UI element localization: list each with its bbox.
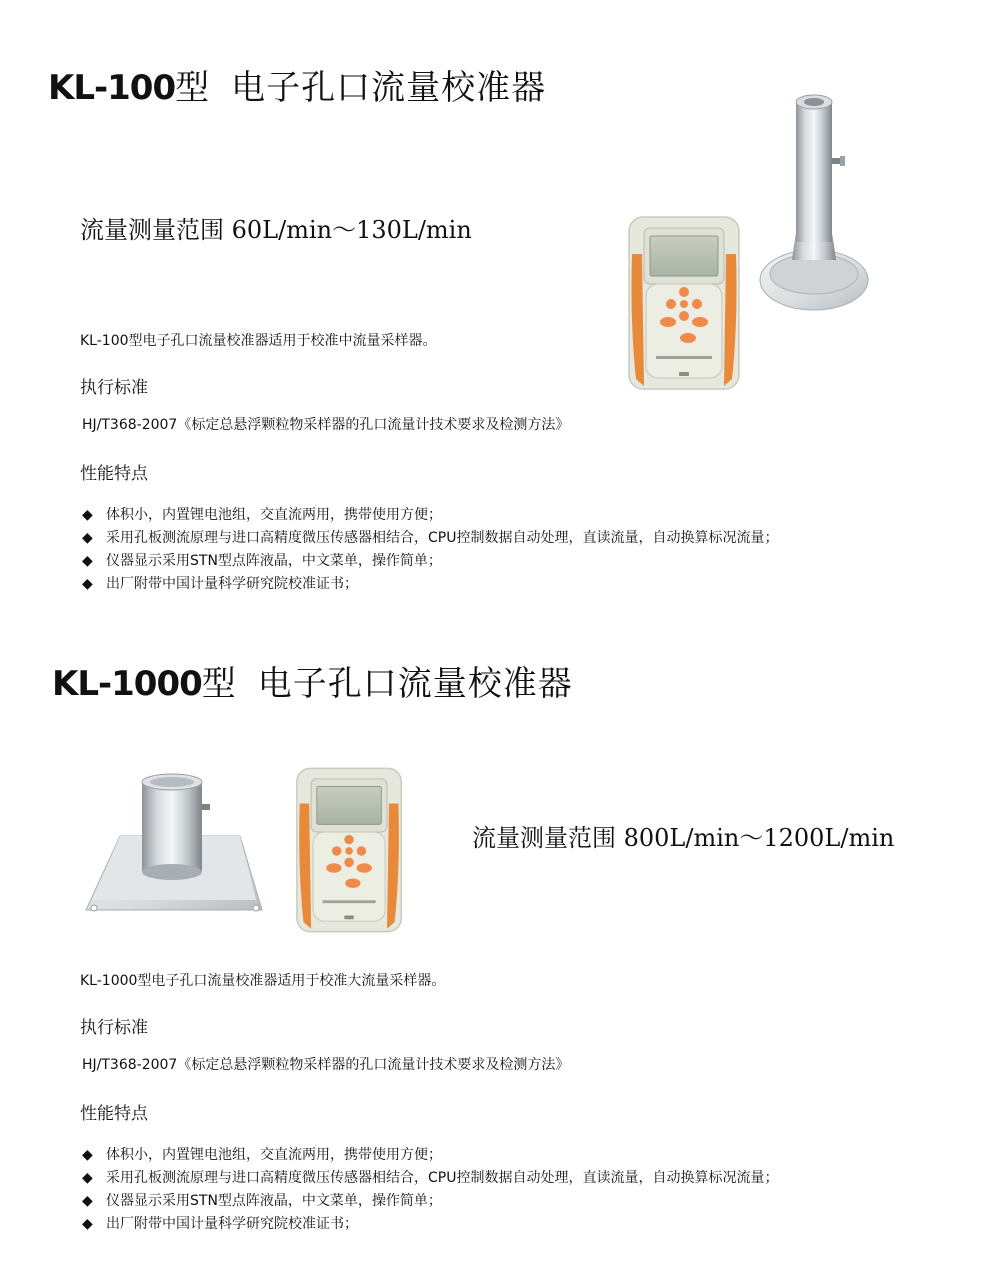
feature-text: 出厂附带中国计量科学研究院校准证书； xyxy=(106,1216,358,1232)
product-2-model: KL-1000 xyxy=(52,664,202,704)
bullet-diamond-icon: ◆ xyxy=(82,1147,93,1163)
feature-text: 采用孔板测流原理与进口高精度微压传感器相结合，CPU控制数据自动处理，直读流量，自动换算标况流量； xyxy=(106,1170,779,1186)
product-1-standard: HJ/T368-2007《标定总悬浮颗粒物采样器的孔口流量计技术要求及检测方法》 xyxy=(82,417,570,433)
product-2-title xyxy=(52,664,573,705)
feature-item xyxy=(82,527,778,550)
bullet-diamond-icon: ◆ xyxy=(82,1170,93,1186)
feature-item xyxy=(82,573,778,596)
product-2-base-plate-image xyxy=(80,770,270,935)
feature-text: 仪器显示采用STN型点阵液晶，中文菜单，操作简单； xyxy=(106,1193,442,1209)
bullet-diamond-icon: ◆ xyxy=(82,1193,93,1209)
product-2-handheld-image xyxy=(294,762,406,938)
feature-item xyxy=(82,1213,778,1236)
product-2-features-list xyxy=(82,1144,778,1236)
product-1-standard-heading: 执行标准 xyxy=(80,378,148,398)
product-2-standard-heading: 执行标准 xyxy=(80,1018,148,1038)
feature-item xyxy=(82,1190,778,1213)
product-2-type-char: 型 xyxy=(201,664,236,704)
feature-item xyxy=(82,550,778,573)
bullet-diamond-icon: ◆ xyxy=(82,576,93,592)
product-1-handheld-image xyxy=(626,214,744,392)
bullet-diamond-icon: ◆ xyxy=(82,507,93,523)
product-2-description: KL-1000型电子孔口流量校准器适用于校准大流量采样器。 xyxy=(80,973,446,989)
feature-text: 仪器显示采用STN型点阵液晶，中文菜单，操作简单； xyxy=(106,553,442,569)
product-1-type-char: 型 xyxy=(175,68,210,108)
product-1-name: 电子孔口流量校准器 xyxy=(231,68,547,108)
product-2-name: 电子孔口流量校准器 xyxy=(257,664,573,704)
feature-text: 出厂附带中国计量科学研究院校准证书； xyxy=(106,576,358,592)
product-2-standard: HJ/T368-2007《标定总悬浮颗粒物采样器的孔口流量计技术要求及检测方法》 xyxy=(82,1057,570,1073)
product-1-cylinder-image xyxy=(756,88,874,326)
product-1-title xyxy=(48,68,546,109)
bullet-diamond-icon: ◆ xyxy=(82,530,93,546)
product-1-features-heading: 性能特点 xyxy=(80,464,148,484)
feature-item xyxy=(82,1144,778,1167)
product-1-description: KL-100型电子孔口流量校准器适用于校准中流量采样器。 xyxy=(80,333,437,349)
product-1-features-list xyxy=(82,504,778,596)
bullet-diamond-icon: ◆ xyxy=(82,553,93,569)
feature-text: 体积小，内置锂电池组，交直流两用，携带使用方便； xyxy=(106,1147,442,1163)
product-1-model: KL-100 xyxy=(48,68,176,108)
product-2-range: 流量测量范围 800L/min～1200L/min xyxy=(472,824,895,852)
product-2-features-heading: 性能特点 xyxy=(80,1104,148,1124)
feature-text: 体积小，内置锂电池组，交直流两用，携带使用方便； xyxy=(106,507,442,523)
feature-item xyxy=(82,504,778,527)
bullet-diamond-icon: ◆ xyxy=(82,1216,93,1232)
feature-text: 采用孔板测流原理与进口高精度微压传感器相结合，CPU控制数据自动处理，直读流量，自动换算标况流量； xyxy=(106,530,779,546)
feature-item xyxy=(82,1167,778,1190)
product-1-range: 流量测量范围 60L/min～130L/min xyxy=(80,216,472,244)
